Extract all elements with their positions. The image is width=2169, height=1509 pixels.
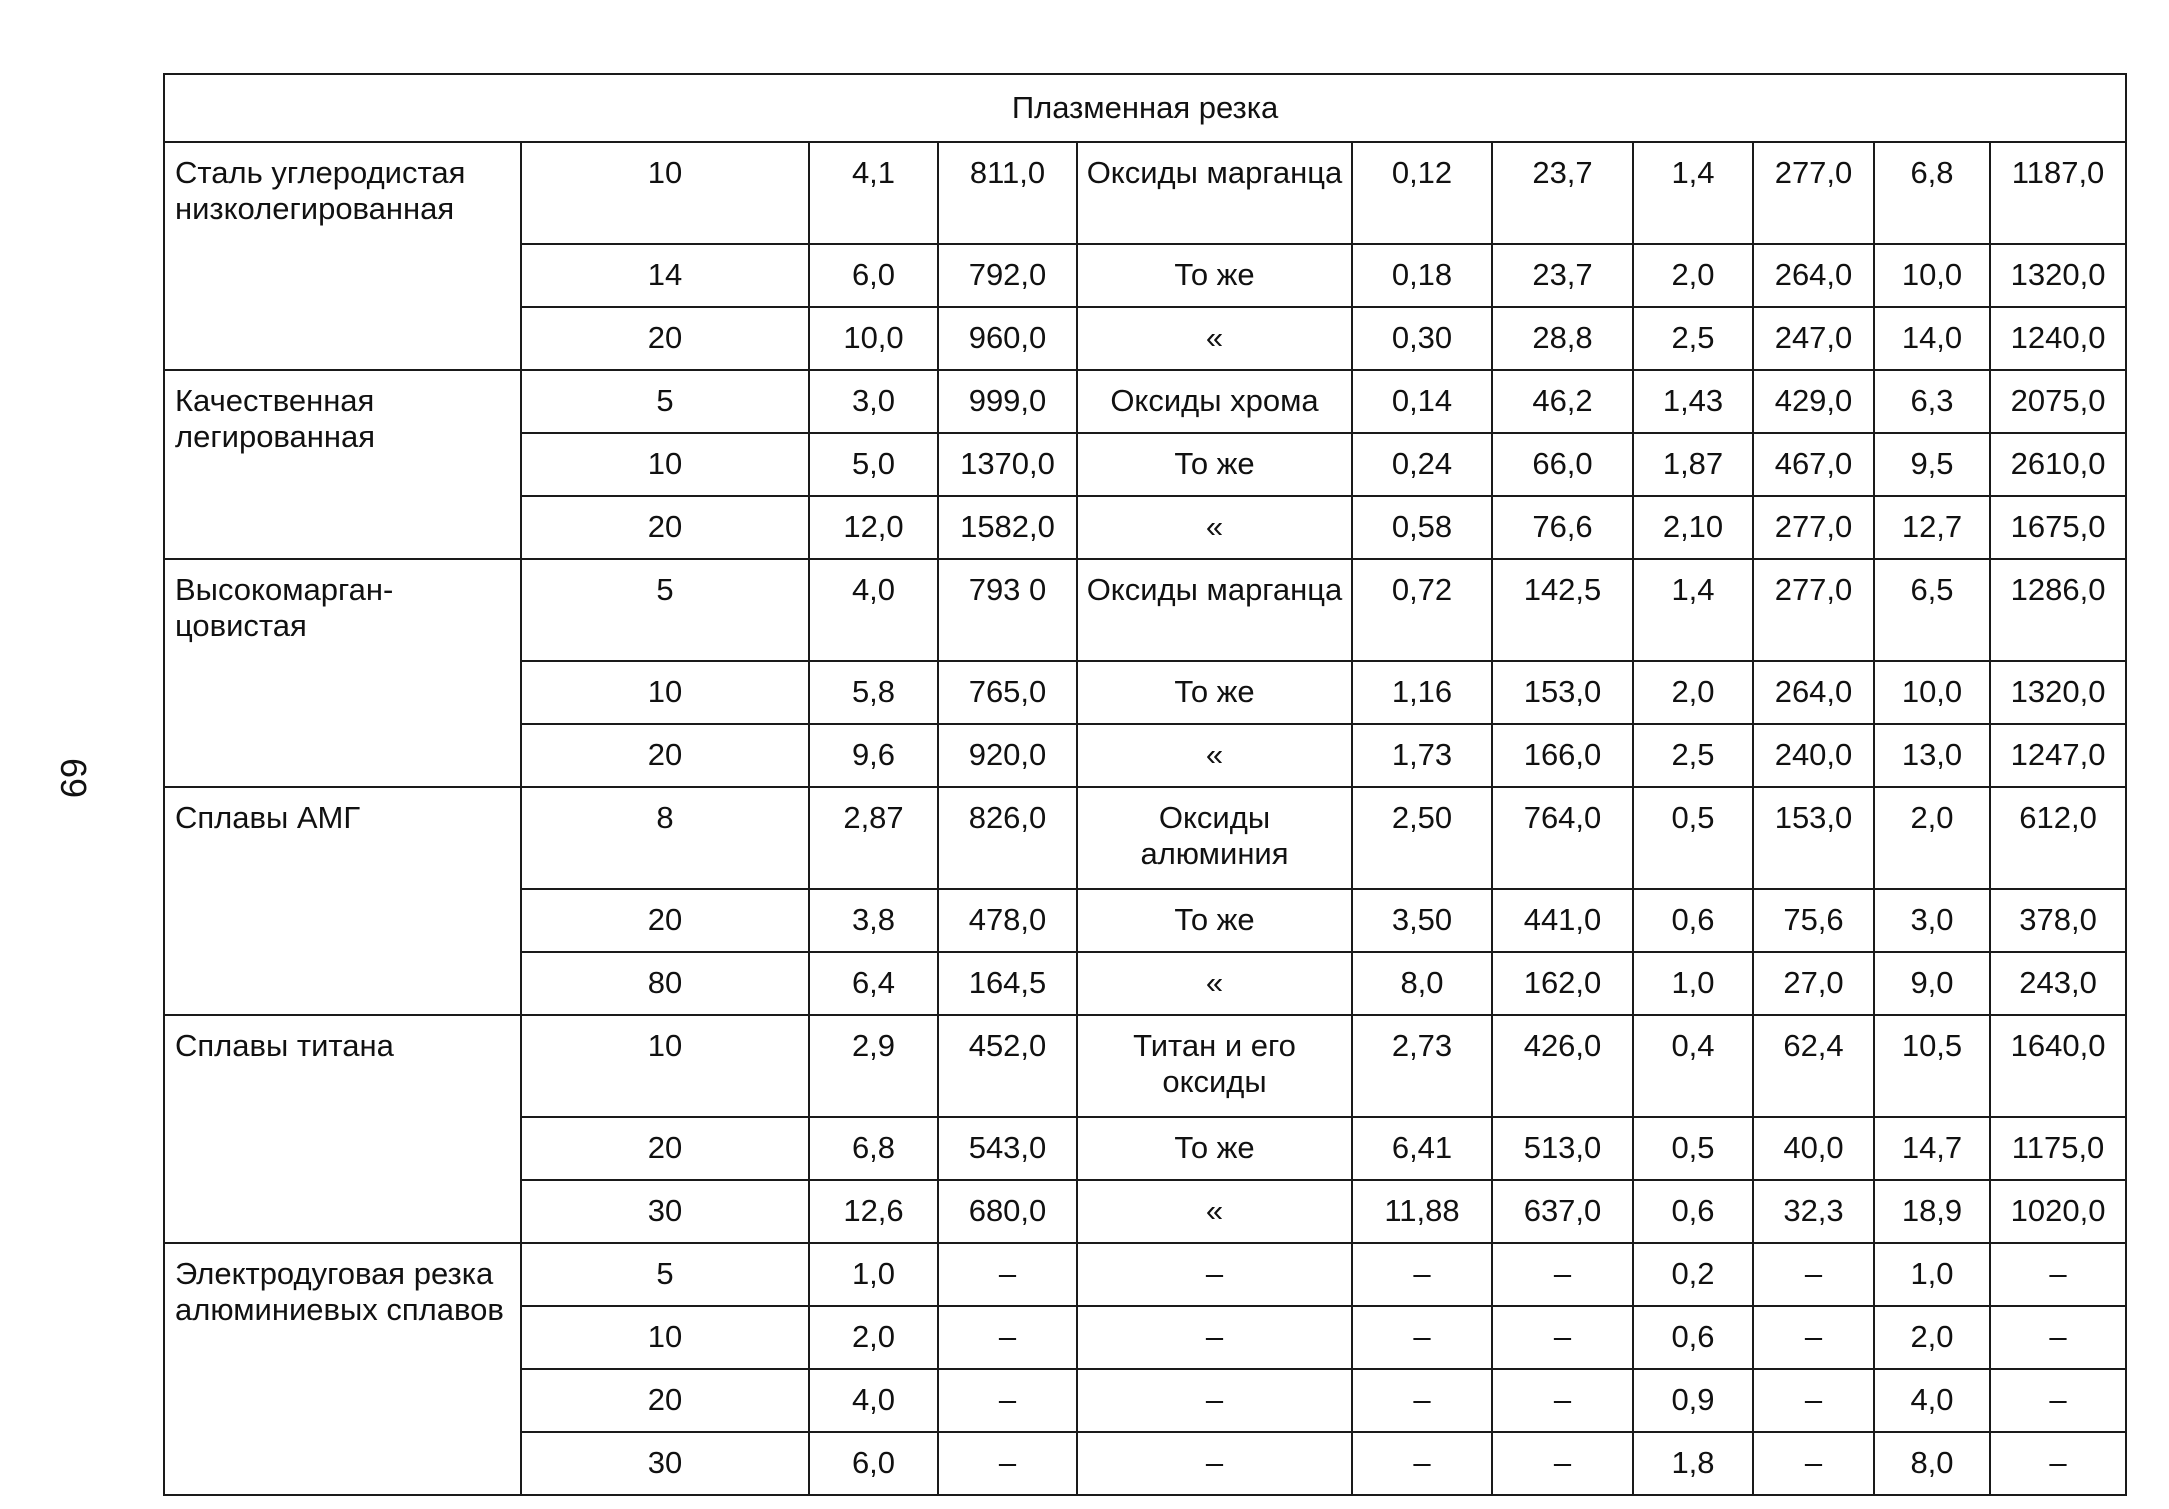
table-cell: Оксиды алюминия [1077, 787, 1352, 889]
table-cell: 23,7 [1492, 244, 1633, 307]
material-name: Сталь углеродистая низколегированная [164, 142, 521, 370]
table-cell: 6,8 [809, 1117, 938, 1180]
table-cell: 166,0 [1492, 724, 1633, 787]
table-cell: – [1753, 1306, 1874, 1369]
table-cell: 277,0 [1753, 559, 1874, 661]
table-cell: 6,0 [809, 244, 938, 307]
material-name: Сплавы титана [164, 1015, 521, 1243]
table-cell: 0,12 [1352, 142, 1492, 244]
table-cell: 9,5 [1874, 433, 1990, 496]
material-name: Сплавы АМГ [164, 787, 521, 1015]
table-cell: 10 [521, 1306, 809, 1369]
table-cell: – [1990, 1243, 2126, 1306]
table-cell: 1187,0 [1990, 142, 2126, 244]
table-cell: 12,6 [809, 1180, 938, 1243]
table-cell: Оксиды марганца [1077, 142, 1352, 244]
table-cell: 1,73 [1352, 724, 1492, 787]
table-cell: 9,0 [1874, 952, 1990, 1015]
table-cell: 18,9 [1874, 1180, 1990, 1243]
table-cell: 1020,0 [1990, 1180, 2126, 1243]
table-cell: 764,0 [1492, 787, 1633, 889]
table-cell: – [938, 1369, 1077, 1432]
table-cell: – [1492, 1306, 1633, 1369]
table-cell: Оксиды хрома [1077, 370, 1352, 433]
table-cell: 1,87 [1633, 433, 1753, 496]
table-cell: – [1990, 1432, 2126, 1495]
table-cell: 0,18 [1352, 244, 1492, 307]
table-cell: 1,0 [1633, 952, 1753, 1015]
table-cell: 20 [521, 1117, 809, 1180]
table-cell: 3,50 [1352, 889, 1492, 952]
table-cell: 426,0 [1492, 1015, 1633, 1117]
table-cell: 264,0 [1753, 661, 1874, 724]
table-cell: 0,14 [1352, 370, 1492, 433]
table-cell: 8,0 [1352, 952, 1492, 1015]
table-cell: 793 0 [938, 559, 1077, 661]
table-cell: 4,1 [809, 142, 938, 244]
table-cell: 5 [521, 559, 809, 661]
table-cell: 2610,0 [1990, 433, 2126, 496]
table-cell: 12,0 [809, 496, 938, 559]
table-cell: 0,5 [1633, 1117, 1753, 1180]
table-cell: 20 [521, 1369, 809, 1432]
section-title: Плазменная резка [164, 74, 2126, 142]
table-cell: 513,0 [1492, 1117, 1633, 1180]
table-cell: 10 [521, 142, 809, 244]
table-cell: 27,0 [1753, 952, 1874, 1015]
table-cell: 1,8 [1633, 1432, 1753, 1495]
material-name: Электродуговая резка алюминиевых сплавов [164, 1243, 521, 1495]
table-cell: 0,5 [1633, 787, 1753, 889]
table-cell: 467,0 [1753, 433, 1874, 496]
table-cell: 1175,0 [1990, 1117, 2126, 1180]
table-cell: 0,6 [1633, 1306, 1753, 1369]
table-cell: 5,0 [809, 433, 938, 496]
table-cell: 164,5 [938, 952, 1077, 1015]
table-cell: 2,0 [1874, 787, 1990, 889]
table-cell: – [1077, 1432, 1352, 1495]
table-cell: 478,0 [938, 889, 1077, 952]
table-cell: 46,2 [1492, 370, 1633, 433]
table-cell: – [1077, 1369, 1352, 1432]
table-cell: 6,3 [1874, 370, 1990, 433]
table-cell: 32,3 [1753, 1180, 1874, 1243]
table-cell: – [1753, 1432, 1874, 1495]
table-cell: 76,6 [1492, 496, 1633, 559]
table-cell: Оксиды марганца [1077, 559, 1352, 661]
table-cell: – [1352, 1369, 1492, 1432]
table-cell: 1675,0 [1990, 496, 2126, 559]
table-row [164, 787, 2126, 889]
table-cell: 2,0 [1633, 661, 1753, 724]
table-cell: – [1077, 1243, 1352, 1306]
table-cell: 0,6 [1633, 889, 1753, 952]
table-cell: 1240,0 [1990, 307, 2126, 370]
table-cell: 1,4 [1633, 142, 1753, 244]
table-cell: 637,0 [1492, 1180, 1633, 1243]
table-cell: 2,0 [1874, 1306, 1990, 1369]
table-cell: 11,88 [1352, 1180, 1492, 1243]
table-cell: « [1077, 496, 1352, 559]
table-cell: – [1753, 1243, 1874, 1306]
table-cell: 14,7 [1874, 1117, 1990, 1180]
table-cell: 1,4 [1633, 559, 1753, 661]
table-cell: 2,0 [809, 1306, 938, 1369]
table-row [164, 1015, 2126, 1117]
table-cell: 6,41 [1352, 1117, 1492, 1180]
table-cell: 277,0 [1753, 142, 1874, 244]
table-cell: « [1077, 724, 1352, 787]
table-cell: 4,0 [809, 559, 938, 661]
table-cell: 2,50 [1352, 787, 1492, 889]
table-cell: 10,5 [1874, 1015, 1990, 1117]
emissions-table [163, 73, 2127, 1496]
table-cell: « [1077, 1180, 1352, 1243]
table-cell: 4,0 [809, 1369, 938, 1432]
table-cell: 429,0 [1753, 370, 1874, 433]
table-cell: То же [1077, 433, 1352, 496]
table-cell: 1320,0 [1990, 661, 2126, 724]
table-cell: – [938, 1243, 1077, 1306]
table-cell: Титан и его оксиды [1077, 1015, 1352, 1117]
table-cell: 20 [521, 889, 809, 952]
table-cell: 1,0 [809, 1243, 938, 1306]
table-cell: 20 [521, 496, 809, 559]
table-cell: – [1352, 1306, 1492, 1369]
table-cell: 6,8 [1874, 142, 1990, 244]
table-cell: 5,8 [809, 661, 938, 724]
table-cell: 2,5 [1633, 307, 1753, 370]
table-cell: 0,30 [1352, 307, 1492, 370]
table-cell: 1,0 [1874, 1243, 1990, 1306]
table-cell: 0,6 [1633, 1180, 1753, 1243]
table-cell: 2,10 [1633, 496, 1753, 559]
table-cell: 441,0 [1492, 889, 1633, 952]
table-cell: 920,0 [938, 724, 1077, 787]
table-cell: 30 [521, 1432, 809, 1495]
table-cell: 153,0 [1492, 661, 1633, 724]
table-cell: 247,0 [1753, 307, 1874, 370]
table-cell: – [1352, 1243, 1492, 1306]
table-cell: – [1492, 1432, 1633, 1495]
table-cell: 765,0 [938, 661, 1077, 724]
material-name: Высокомарган-цовистая [164, 559, 521, 787]
table-cell: 2,5 [1633, 724, 1753, 787]
table-cell: 4,0 [1874, 1369, 1990, 1432]
table-cell: То же [1077, 889, 1352, 952]
table-cell: 14,0 [1874, 307, 1990, 370]
table-cell: 10,0 [809, 307, 938, 370]
table-cell: 9,6 [809, 724, 938, 787]
table-cell: 0,72 [1352, 559, 1492, 661]
table-cell: – [1990, 1369, 2126, 1432]
table-cell: 6,4 [809, 952, 938, 1015]
table-cell: 153,0 [1753, 787, 1874, 889]
table-cell: 543,0 [938, 1117, 1077, 1180]
table-cell: 243,0 [1990, 952, 2126, 1015]
table-cell: 452,0 [938, 1015, 1077, 1117]
table-cell: 8 [521, 787, 809, 889]
table-cell: – [1077, 1306, 1352, 1369]
table-cell: 2,0 [1633, 244, 1753, 307]
table-cell: – [1492, 1243, 1633, 1306]
table-cell: 14 [521, 244, 809, 307]
table-cell: 0,2 [1633, 1243, 1753, 1306]
table-cell: 680,0 [938, 1180, 1077, 1243]
table-cell: 264,0 [1753, 244, 1874, 307]
table-cell: 8,0 [1874, 1432, 1990, 1495]
table-cell: 2,87 [809, 787, 938, 889]
table-cell: 30 [521, 1180, 809, 1243]
table-cell: 6,0 [809, 1432, 938, 1495]
table-cell: – [938, 1306, 1077, 1369]
table-cell: То же [1077, 1117, 1352, 1180]
table-cell: – [1753, 1369, 1874, 1432]
table-cell: 0,4 [1633, 1015, 1753, 1117]
table-cell: 162,0 [1492, 952, 1633, 1015]
table-row [164, 559, 2126, 661]
table-cell: 3,0 [809, 370, 938, 433]
table-cell: 240,0 [1753, 724, 1874, 787]
table-cell: 826,0 [938, 787, 1077, 889]
table-cell: 792,0 [938, 244, 1077, 307]
table-cell: 1,43 [1633, 370, 1753, 433]
table-cell: 10 [521, 1015, 809, 1117]
material-name: Качественная легированная [164, 370, 521, 559]
table-cell: 20 [521, 724, 809, 787]
table-cell: 80 [521, 952, 809, 1015]
table-cell: – [1990, 1306, 2126, 1369]
table-cell: 1370,0 [938, 433, 1077, 496]
table-cell: 10 [521, 661, 809, 724]
table-cell: 1582,0 [938, 496, 1077, 559]
table-cell: То же [1077, 244, 1352, 307]
table-cell: 3,0 [1874, 889, 1990, 952]
table-row [164, 1243, 2126, 1306]
table-cell: 10,0 [1874, 661, 1990, 724]
table-row [164, 142, 2126, 244]
table-cell: 13,0 [1874, 724, 1990, 787]
table-cell: 66,0 [1492, 433, 1633, 496]
table-cell: 3,8 [809, 889, 938, 952]
table-cell: 999,0 [938, 370, 1077, 433]
table-cell: 1,16 [1352, 661, 1492, 724]
table-cell: 10 [521, 433, 809, 496]
table-cell: То же [1077, 661, 1352, 724]
table-cell: – [1352, 1432, 1492, 1495]
page-number: 69 [53, 757, 94, 799]
table-cell: 23,7 [1492, 142, 1633, 244]
table-cell: 0,24 [1352, 433, 1492, 496]
table-cell: 2,73 [1352, 1015, 1492, 1117]
table-cell: 62,4 [1753, 1015, 1874, 1117]
table-cell: 142,5 [1492, 559, 1633, 661]
table-row [164, 370, 2126, 433]
table-cell: 612,0 [1990, 787, 2126, 889]
table-cell: 75,6 [1753, 889, 1874, 952]
section-header-row [164, 74, 2126, 142]
table-cell: 5 [521, 1243, 809, 1306]
table-cell: – [938, 1432, 1077, 1495]
table-cell: 2,9 [809, 1015, 938, 1117]
table-cell: 0,58 [1352, 496, 1492, 559]
table-cell: 811,0 [938, 142, 1077, 244]
table-cell: « [1077, 307, 1352, 370]
table-cell: 2075,0 [1990, 370, 2126, 433]
table-cell: 10,0 [1874, 244, 1990, 307]
table-cell: 960,0 [938, 307, 1077, 370]
table-cell: 1320,0 [1990, 244, 2126, 307]
table-cell: 40,0 [1753, 1117, 1874, 1180]
table-cell: 5 [521, 370, 809, 433]
table-cell: 0,9 [1633, 1369, 1753, 1432]
table-cell: 378,0 [1990, 889, 2126, 952]
table-cell: 28,8 [1492, 307, 1633, 370]
table-cell: 20 [521, 307, 809, 370]
table-cell: 6,5 [1874, 559, 1990, 661]
table-cell: – [1492, 1369, 1633, 1432]
table-cell: 1640,0 [1990, 1015, 2126, 1117]
table-cell: 12,7 [1874, 496, 1990, 559]
table-cell: 1286,0 [1990, 559, 2126, 661]
table-cell: 1247,0 [1990, 724, 2126, 787]
table-cell: 277,0 [1753, 496, 1874, 559]
table-cell: « [1077, 952, 1352, 1015]
